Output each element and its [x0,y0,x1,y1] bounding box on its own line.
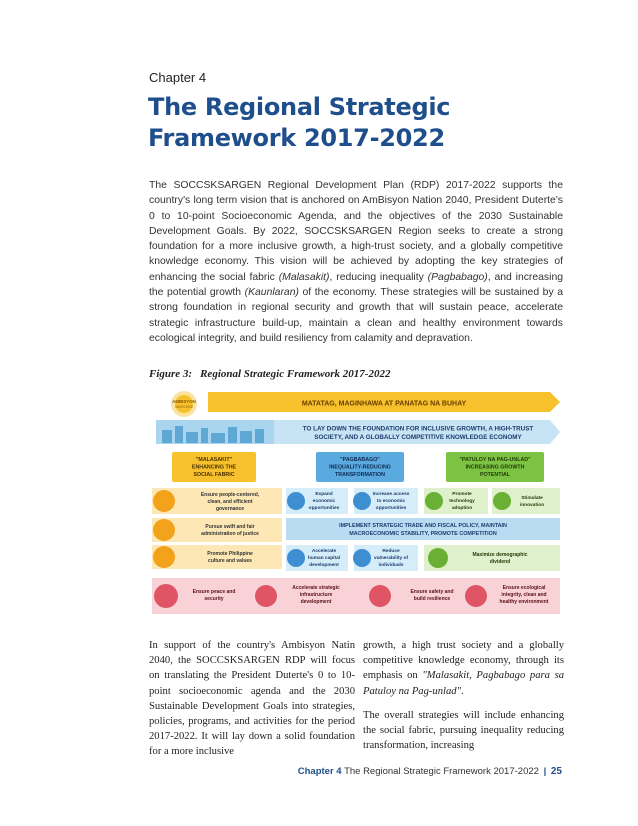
strategy-justice [152,518,282,542]
right-p1-text: growth, a high trust society and a globally competitive knowledge economy, through its emphasis on [363,640,564,682]
strategy-culture-line-2: culture and values [208,558,252,564]
strategy-governance-line-2: clean, and efficient [207,499,253,505]
strategy-reduce-vulnerability [353,545,418,571]
intro-italic-malasakit: (Malasakit) [278,271,330,283]
vision-banner [208,392,560,412]
page-title [148,92,488,154]
footer-title: The Regional Strategic Framework 2017-2022 [344,766,539,777]
technology-line-2: technology [449,499,475,504]
pillar-malasakit [172,452,256,482]
pillar-malasakit-line-2: ENHANCING THE [191,464,237,471]
expand-line-3: opportunities [308,506,340,511]
safety-line-1: Ensure safety and [410,589,454,595]
framework-figure [148,390,564,622]
page-footer [298,766,562,777]
pillar-malasakit-line-3: SOCIAL FABRIC [193,472,235,478]
left-paragraph: In support of the country's Ambisyon Natin 2040, the SOCCSKSARGEN RDP will focus on translating the President Duterte's 0 to 10-point socioeconomic agenda and the 2030 Sustainable Development Goals into strategies, policies, programs, and activities for the period 2017-2022. It will lay down a solid foundation for a more inclusive [149,640,355,758]
infra-line-2: infrastructure [299,592,333,598]
title-line-2: Framework 2017-2022 [148,124,445,152]
demographic-line-2: dividend [489,559,511,565]
strategy-human-capital [286,545,348,571]
infra-line-3: development [300,599,332,605]
intro-italic-kaunlaran: (Kaunlaran) [244,287,299,299]
strategy-governance-line-1: Ensure people-centered, [200,492,260,498]
vulnerability-line-2: vulnerability of [373,556,409,561]
right-p1-italic: "Malasakit, Pagbabago para sa Patuloy na Pag-unlad" [363,670,564,697]
footer-chapter: Chapter 4 [297,766,342,777]
figure-label: Figure 3: [149,368,193,380]
safety-line-2: build resilience [413,596,451,602]
vulnerability-line-1: Reduce [382,549,400,554]
macro-line-1: IMPLEMENT STRATEGIC TRADE AND FISCAL POLICY, MAINTAIN [339,523,507,529]
ambisyon-logo [171,391,197,417]
vulnerability-line-3: individuals [378,563,404,568]
pillar-patuloy [446,452,544,482]
strategy-increase-access [353,488,418,514]
chapter-label: Chapter 4 [149,70,207,85]
access-line-2: to economic [376,499,406,504]
strategy-governance [152,488,282,514]
expand-line-2: economic [312,499,336,504]
strategy-justice-line-1: Pursue swift and fair [205,524,255,530]
right-paragraph-2: The overall strategies will include enhancing the social fabric, pursuing inequality reducing transformation, increasing [363,709,564,752]
demographic-line-1: Maximize demographic [472,552,528,558]
technology-line-1: Promote [452,492,472,497]
access-line-1: Increase access [372,492,410,497]
macro-policy-banner [286,518,560,540]
ecology-line-1: Ensure ecological [502,585,546,591]
footer-separator: | [543,766,547,777]
page-number: 25 [550,766,562,777]
strategy-innovation [492,488,560,514]
intro-paragraph [149,178,563,346]
strategy-technology [424,488,488,514]
infra-line-1: Accelerate strategic [292,585,340,591]
logo-text: AMBISYON [172,399,196,404]
pillar-patuloy-line-1: "PATULOY NA PAG-UNLAD" [459,457,531,463]
intro-italic-pagbabago: (Pagbabago) [427,271,488,283]
vision-banner-text: MATATAG, MAGINHAWA AT PANATAG NA BUHAY [301,400,467,408]
expand-line-1: Expand [315,492,333,497]
pillar-pagbabago [316,452,404,482]
intro-text: of the economy. These strategies will be sustained by a strong foundation in regional security and growth that will sustain peace, accelerate strategic infrastructure build-up, maintain a clean and healthy environment towards ecological integrity, and build resiliency from calamity and depravation. [149,287,564,344]
strategy-culture [152,545,282,569]
human-capital-line-3: development [309,563,339,568]
strategy-justice-line-2: administration of justice [201,531,259,537]
figure-caption-text: Regional Strategic Framework 2017-2022 [200,368,391,380]
pillar-pagbabago-line-3: TRANSFORMATION [335,472,385,478]
title-line-1: The Regional Strategic [148,93,451,121]
intro-text: , reducing inequality [329,271,428,283]
innovation-line-1: Stimulate [521,496,543,501]
strategy-governance-line-3: governance [215,506,245,512]
peace-line-2: security [204,596,224,602]
pillar-patuloy-line-2: INCREASING GROWTH [465,464,525,471]
human-capital-line-1: Accelerate [311,549,337,554]
strategy-expand-opportunities [286,488,348,514]
right-paragraph-1 [363,638,564,699]
goal-line-1: TO LAY DOWN THE FOUNDATION FOR INCLUSIVE GROWTH, A HIGH-TRUST [302,425,534,433]
body-column-left [149,638,355,769]
goal-line-2: SOCIETY, AND A GLOBALLY COMPETITIVE KNOWLEDGE ECONOMY [314,434,522,441]
ecology-line-3: healthy environment [499,599,549,605]
body-column-right [363,638,564,762]
intro-text: The SOCCSKSARGEN Regional Development Plan (RDP) 2017-2022 supports the country's long term vision that is anchored on AmBisyon Nation 2040, President Duterte's 0 to 10-point Socioeconomic Agenda, and the objectives of the 2030 Sustainable Development Goals. By 2022, SOCCSKSARGEN Region seeks to create a strong foundation for a more inclusive growth, a high-trust society, and a globally competitive knowledge economy. This vision will be achieved by adopting the key strategies of enhancing the social fabric [149,180,563,283]
pillar-patuloy-line-3: POTENTIAL [479,472,511,478]
innovation-line-2: innovation [519,503,545,508]
goal-banner [156,420,560,444]
right-p1-end: . [461,685,464,697]
strategy-culture-line-1: Promote Philippine [207,551,253,557]
intro-text: , and increasing the potential growth [149,271,563,299]
foundation-ecological-integrity [465,585,549,607]
logo-subtext: NATIN 2040 [175,405,193,409]
pillar-pagbabago-line-1: "PAGBABAGO" [340,457,380,463]
figure-caption [149,368,390,380]
ecology-line-2: integrity, clean and [501,592,547,598]
pillar-pagbabago-line-2: INEQUALITY-REDUCING [329,464,391,471]
macro-line-2: MACROECONOMIC STABILITY, PROMOTE COMPETITION [349,531,497,537]
technology-line-3: adoption [451,506,473,511]
strategy-demographic-dividend [424,545,560,571]
peace-line-1: Ensure peace and [192,589,236,595]
human-capital-line-2: human capital [307,556,341,561]
pillar-malasakit-line-1: "MALASAKIT" [195,457,233,463]
access-line-3: opportunities [375,506,407,511]
